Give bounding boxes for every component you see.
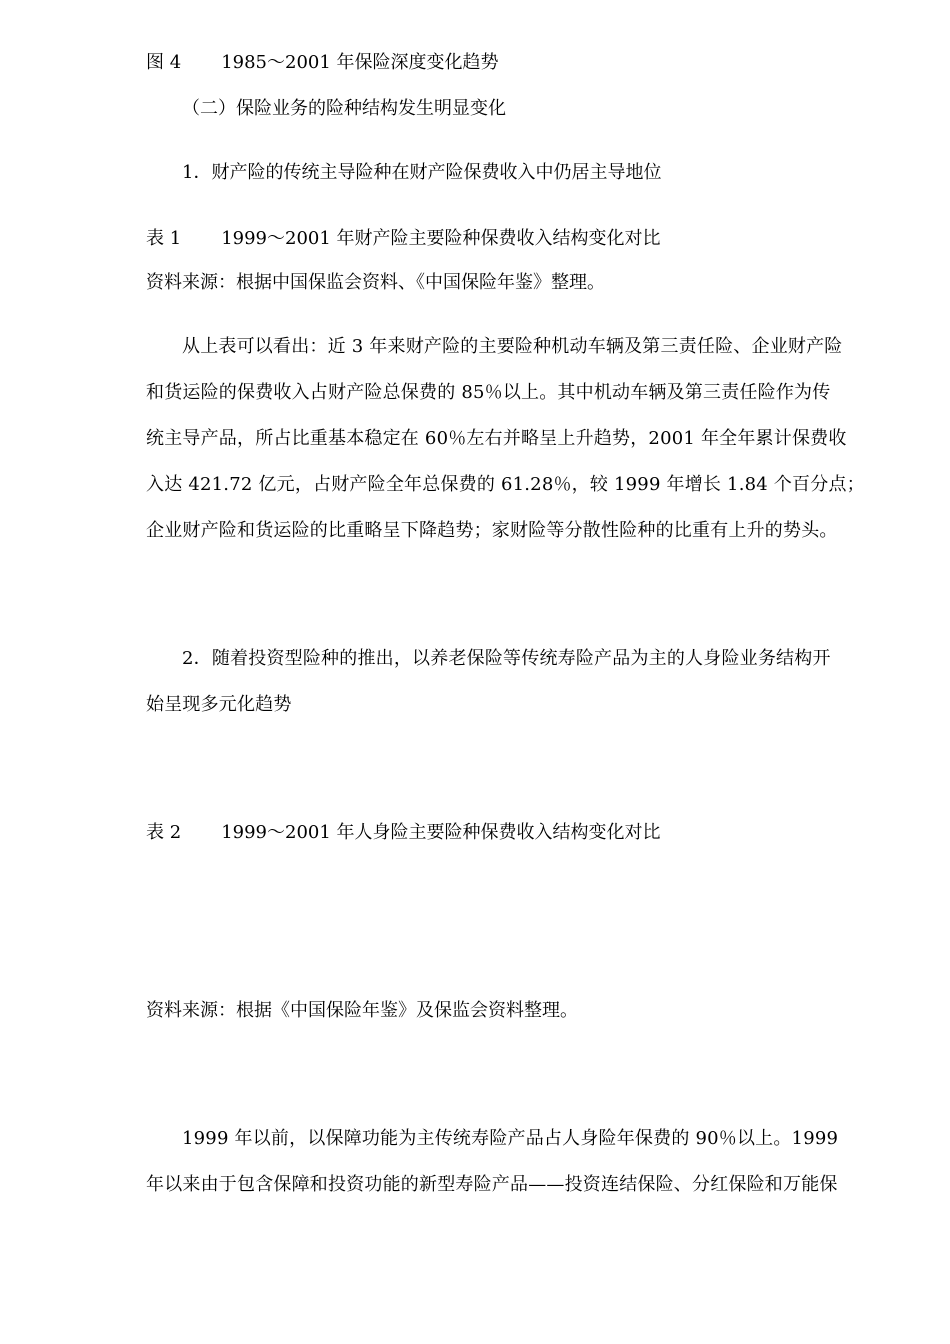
paragraph-line: 入达 421.72 亿元，占财产险全年总保费的 61.28％，较 1999 年增长 1.84 个百分点；	[146, 474, 865, 495]
table-title: 1999～2001 年财产险主要险种保费收入结构变化对比	[221, 228, 661, 249]
point-1-heading: 1．财产险的传统主导险种在财产险保费收入中仍居主导地位	[182, 162, 662, 183]
section-heading: （二）保险业务的险种结构发生明显变化	[182, 98, 506, 119]
table-1-caption	[146, 227, 661, 251]
figure-4-caption	[146, 51, 499, 75]
figure-label: 图 4	[146, 52, 182, 73]
heading-line: 始呈现多元化趋势	[146, 694, 292, 715]
table-2-caption	[146, 821, 661, 845]
table-label: 表 1	[146, 228, 182, 249]
figure-title: 1985～2001 年保险深度变化趋势	[221, 52, 499, 73]
table-label: 表 2	[146, 822, 182, 843]
table-title: 1999～2001 年人身险主要险种保费收入结构变化对比	[221, 822, 661, 843]
paragraph-line: 统主导产品，所占比重基本稳定在 60％左右并略呈上升趋势，2001 年全年累计保费收	[146, 428, 847, 449]
heading-line: 2．随着投资型险种的推出，以养老保险等传统寿险产品为主的人身险业务结构开	[182, 648, 831, 669]
paragraph-line: 年以来由于包含保障和投资功能的新型寿险产品——投资连结保险、分红保险和万能保	[146, 1174, 838, 1195]
paragraph-line: 1999 年以前，以保障功能为主传统寿险产品占人身险年保费的 90％以上。1999	[182, 1128, 839, 1149]
paragraph-line: 企业财产险和货运险的比重略呈下降趋势；家财险等分散性险种的比重有上升的势头。	[146, 520, 838, 541]
paragraph-line: 和货运险的保费收入占财产险总保费的 85％以上。其中机动车辆及第三责任险作为传	[146, 382, 831, 403]
table-2-source: 资料来源：根据《中国保险年鉴》及保监会资料整理。	[146, 1000, 578, 1021]
paragraph-line: 从上表可以看出：近 3 年来财产险的主要险种机动车辆及第三责任险、企业财产险	[182, 336, 843, 357]
table-1-source: 资料来源：根据中国保监会资料、《中国保险年鉴》整理。	[146, 272, 605, 293]
